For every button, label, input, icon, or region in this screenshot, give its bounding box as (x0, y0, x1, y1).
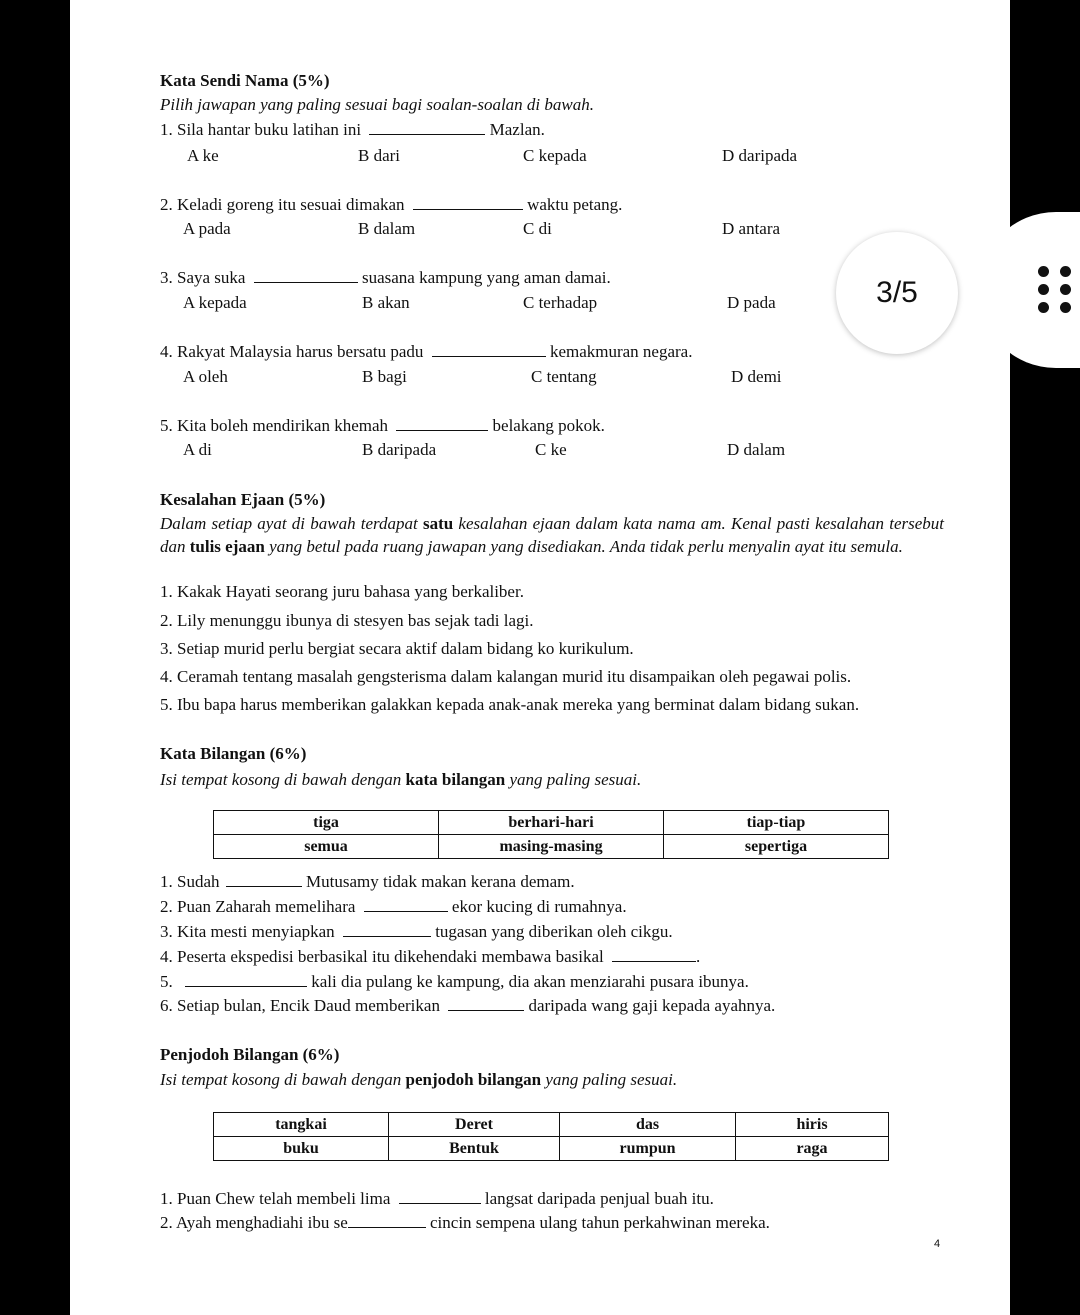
word-bank-table (213, 1112, 889, 1161)
answer-blank[interactable] (364, 897, 448, 912)
table-cell: masing-masing (439, 835, 664, 859)
answer-blank[interactable] (343, 922, 431, 937)
page-indicator[interactable]: 3/5 (836, 232, 958, 354)
option-a[interactable]: A di (183, 440, 212, 459)
answer-blank[interactable] (612, 947, 696, 962)
option-a[interactable]: A oleh (183, 367, 228, 386)
option-d[interactable]: D dalam (727, 440, 786, 459)
sentence-1: 1. Kakak Hayati seorang juru bahasa yang berkaliber. (160, 582, 524, 601)
option-a[interactable]: A ke (187, 146, 219, 165)
table-cell: semua (214, 835, 439, 859)
option-b[interactable]: B dari (358, 146, 401, 165)
option-b[interactable]: B daripada (362, 440, 437, 459)
option-c[interactable]: C terhadap (523, 293, 598, 312)
answer-blank[interactable] (226, 872, 302, 887)
table-cell: Deret (389, 1113, 560, 1137)
table-cell: buku (214, 1137, 389, 1161)
option-a[interactable]: A kepada (183, 293, 247, 312)
answer-blank[interactable] (399, 1189, 481, 1204)
table-cell: berhari-hari (439, 811, 664, 835)
section-instruction: Dalam setiap ayat di bawah terdapat satu kesalahan ejaan dalam kata nama am. Kenal pasti kesalahan tersebut dan tulis ejaan yang betul pada ruang jawapan yang disediakan. Anda tidak perlu menyalin ayat itu semula. (160, 514, 944, 556)
answer-blank[interactable] (185, 972, 307, 987)
table-cell: Bentuk (389, 1137, 560, 1161)
section-instruction: Isi tempat kosong di bawah dengan kata bilangan yang paling sesuai. (160, 770, 642, 789)
question-2: 2. Keladi goreng itu sesuai dimakan waktu petang. (160, 195, 623, 214)
answer-blank[interactable] (396, 416, 488, 431)
question-5: 5. kali dia pulang ke kampung, dia akan menziarahi pusara ibunya. (160, 972, 749, 991)
option-d[interactable]: D daripada (722, 146, 798, 165)
question-1: 1. Puan Chew telah membeli lima langsat daripada penjual buah itu. (160, 1189, 714, 1208)
word-bank-table (213, 810, 889, 859)
option-c[interactable]: C ke (535, 440, 567, 459)
table-cell: tangkai (214, 1113, 389, 1137)
table-cell: sepertiga (664, 835, 889, 859)
section-title: Kesalahan Ejaan (5%) (160, 490, 326, 509)
section-instruction: Isi tempat kosong di bawah dengan penjodoh bilangan yang paling sesuai. (160, 1070, 678, 1089)
option-b[interactable]: B bagi (362, 367, 407, 386)
question-5: 5. Kita boleh mendirikan khemah belakang pokok. (160, 416, 605, 435)
option-b[interactable]: B dalam (358, 219, 416, 238)
sentence-5: 5. Ibu bapa harus memberikan galakkan kepada anak-anak mereka yang berminat dalam bidang sukan. (160, 695, 860, 714)
question-1: 1. Sila hantar buku latihan ini Mazlan. (160, 120, 545, 139)
answer-blank[interactable] (369, 120, 485, 135)
answer-blank[interactable] (413, 195, 523, 210)
grid-dots-icon[interactable] (1038, 266, 1074, 314)
table-cell: tiga (214, 811, 439, 835)
table-cell: tiap-tiap (664, 811, 889, 835)
answer-blank[interactable] (254, 268, 358, 283)
option-c[interactable]: C kepada (523, 146, 587, 165)
question-3: 3. Saya suka suasana kampung yang aman damai. (160, 268, 611, 287)
option-b[interactable]: B akan (362, 293, 410, 312)
table-cell: raga (736, 1137, 889, 1161)
option-d[interactable]: D demi (731, 367, 782, 386)
section-instruction: Pilih jawapan yang paling sesuai bagi soalan-soalan di bawah. (160, 95, 594, 114)
sentence-2: 2. Lily menunggu ibunya di stesyen bas sejak tadi lagi. (160, 611, 534, 630)
section-title: Kata Sendi Nama (5%) (160, 71, 330, 90)
question-4: 4. Rakyat Malaysia harus bersatu padu kemakmuran negara. (160, 342, 693, 361)
question-4: 4. Peserta ekspedisi berbasikal itu dikehendaki membawa basikal . (160, 947, 701, 966)
option-d[interactable]: D pada (727, 293, 776, 312)
question-2: 2. Puan Zaharah memelihara ekor kucing di rumahnya. (160, 897, 627, 916)
section-title: Kata Bilangan (6%) (160, 744, 307, 763)
option-a[interactable]: A pada (183, 219, 231, 238)
section-title: Penjodoh Bilangan (6%) (160, 1045, 340, 1064)
question-1: 1. Sudah Mutusamy tidak makan kerana demam. (160, 872, 575, 891)
question-6: 6. Setiap bulan, Encik Daud memberikan daripada wang gaji kepada ayahnya. (160, 996, 776, 1015)
sentence-3: 3. Setiap murid perlu bergiat secara aktif dalam bidang ko kurikulum. (160, 639, 634, 658)
answer-blank[interactable] (432, 342, 546, 357)
answer-blank[interactable] (348, 1213, 426, 1228)
option-c[interactable]: C tentang (531, 367, 597, 386)
page-number: 4 (934, 1238, 941, 1250)
table-cell: hiris (736, 1113, 889, 1137)
option-d[interactable]: D antara (722, 219, 781, 238)
table-cell: das (560, 1113, 736, 1137)
table-cell: rumpun (560, 1137, 736, 1161)
answer-blank[interactable] (448, 996, 524, 1011)
option-c[interactable]: C di (523, 219, 552, 238)
question-2: 2. Ayah menghadiahi ibu se cincin sempena ulang tahun perkahwinan mereka. (160, 1213, 770, 1232)
question-3: 3. Kita mesti menyiapkan tugasan yang diberikan oleh cikgu. (160, 922, 673, 941)
sentence-4: 4. Ceramah tentang masalah gengsterisma dalam kalangan murid itu disampaikan oleh pegawai polis. (160, 667, 852, 686)
